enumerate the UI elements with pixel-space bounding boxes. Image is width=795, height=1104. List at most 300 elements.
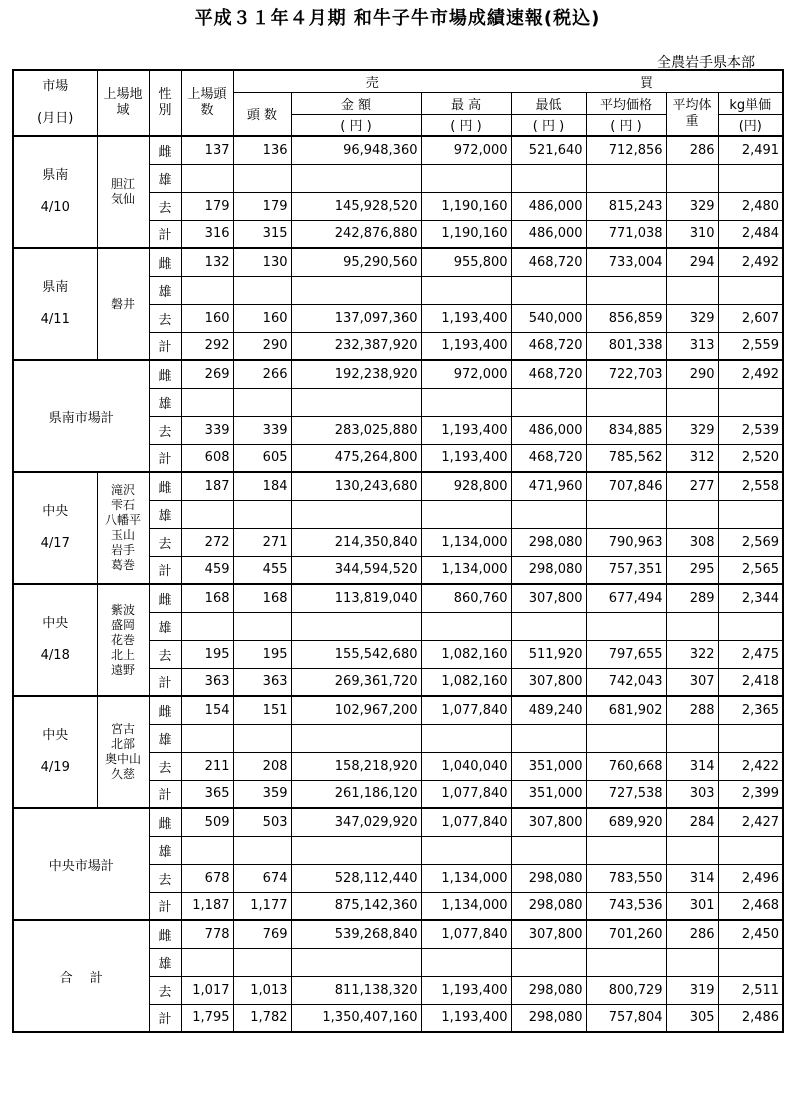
sex-label: 雌	[149, 248, 181, 276]
header-market: 市場 (月日)	[13, 70, 97, 136]
value-cell: 1,193,400	[421, 976, 511, 1004]
value-cell: 298,080	[511, 1004, 586, 1032]
value-cell: 1,190,160	[421, 220, 511, 248]
value-cell	[718, 164, 783, 192]
value-cell	[666, 836, 718, 864]
value-cell: 468,720	[511, 332, 586, 360]
value-cell	[233, 724, 291, 752]
value-cell	[233, 836, 291, 864]
sex-label: 計	[149, 668, 181, 696]
market-name: 中央 4/19	[13, 696, 97, 808]
value-cell: 1,077,840	[421, 920, 511, 948]
value-cell	[666, 500, 718, 528]
value-cell: 290	[233, 332, 291, 360]
value-cell	[291, 276, 421, 304]
value-cell: 310	[666, 220, 718, 248]
value-cell: 1,134,000	[421, 892, 511, 920]
header-min: 最低	[511, 92, 586, 114]
value-cell: 722,703	[586, 360, 666, 388]
value-cell: 1,193,400	[421, 332, 511, 360]
area-names: 磐井	[97, 248, 149, 360]
sex-label: 雄	[149, 724, 181, 752]
value-cell: 307,800	[511, 920, 586, 948]
value-cell: 1,077,840	[421, 808, 511, 836]
value-cell	[291, 164, 421, 192]
value-cell: 2,492	[718, 360, 783, 388]
header-avg-price: 平均価格	[586, 92, 666, 114]
market-results-table	[12, 69, 784, 1033]
sex-label: 計	[149, 332, 181, 360]
value-cell: 95,290,560	[291, 248, 421, 276]
value-cell	[718, 836, 783, 864]
value-cell: 314	[666, 752, 718, 780]
value-cell: 742,043	[586, 668, 666, 696]
value-cell: 860,760	[421, 584, 511, 612]
value-cell: 2,558	[718, 472, 783, 500]
value-cell: 305	[666, 1004, 718, 1032]
value-cell: 797,655	[586, 640, 666, 668]
value-cell: 2,520	[718, 444, 783, 472]
value-cell	[181, 612, 233, 640]
table-row	[13, 920, 783, 948]
value-cell: 283,025,880	[291, 416, 421, 444]
value-cell	[421, 276, 511, 304]
value-cell: 2,486	[718, 1004, 783, 1032]
value-cell: 168	[181, 584, 233, 612]
value-cell: 2,539	[718, 416, 783, 444]
total-name: 中央市場計	[13, 808, 149, 920]
sex-label: 計	[149, 780, 181, 808]
table-row	[13, 584, 783, 612]
value-cell: 743,536	[586, 892, 666, 920]
value-cell	[666, 612, 718, 640]
value-cell: 132	[181, 248, 233, 276]
value-cell: 155,542,680	[291, 640, 421, 668]
value-cell	[586, 612, 666, 640]
value-cell: 2,399	[718, 780, 783, 808]
value-cell: 307	[666, 668, 718, 696]
value-cell: 468,720	[511, 360, 586, 388]
value-cell	[421, 388, 511, 416]
sex-label: 雄	[149, 836, 181, 864]
value-cell: 192,238,920	[291, 360, 421, 388]
value-cell: 2,480	[718, 192, 783, 220]
value-cell: 790,963	[586, 528, 666, 556]
header-unit: (円)	[718, 114, 783, 136]
value-cell: 928,800	[421, 472, 511, 500]
header-amount: 金 額	[291, 92, 421, 114]
value-cell: 1,134,000	[421, 864, 511, 892]
value-cell	[421, 836, 511, 864]
value-cell: 351,000	[511, 752, 586, 780]
value-cell: 137	[181, 136, 233, 164]
table-header	[13, 70, 783, 136]
value-cell	[181, 164, 233, 192]
total-name: 合 計	[13, 920, 149, 1032]
value-cell	[181, 388, 233, 416]
value-cell: 540,000	[511, 304, 586, 332]
area-names: 胆江 気仙	[97, 136, 149, 248]
value-cell: 783,550	[586, 864, 666, 892]
value-cell: 769	[233, 920, 291, 948]
value-cell	[586, 948, 666, 976]
value-cell: 1,077,840	[421, 696, 511, 724]
value-cell: 269	[181, 360, 233, 388]
value-cell: 2,511	[718, 976, 783, 1004]
sex-label: 雄	[149, 276, 181, 304]
value-cell: 468,720	[511, 248, 586, 276]
value-cell	[291, 948, 421, 976]
value-cell: 351,000	[511, 780, 586, 808]
value-cell: 363	[233, 668, 291, 696]
value-cell: 608	[181, 444, 233, 472]
value-cell	[181, 276, 233, 304]
value-cell: 307,800	[511, 668, 586, 696]
value-cell: 154	[181, 696, 233, 724]
value-cell: 266	[233, 360, 291, 388]
value-cell: 681,902	[586, 696, 666, 724]
value-cell	[511, 612, 586, 640]
value-cell: 2,496	[718, 864, 783, 892]
value-cell: 1,350,407,160	[291, 1004, 421, 1032]
table-row	[13, 360, 783, 388]
value-cell: 195	[181, 640, 233, 668]
value-cell: 468,720	[511, 444, 586, 472]
value-cell: 137,097,360	[291, 304, 421, 332]
value-cell: 329	[666, 416, 718, 444]
value-cell	[511, 388, 586, 416]
value-cell: 486,000	[511, 416, 586, 444]
sex-label: 雌	[149, 920, 181, 948]
table-row	[13, 248, 783, 276]
value-cell	[181, 500, 233, 528]
value-cell: 313	[666, 332, 718, 360]
sex-label: 雄	[149, 612, 181, 640]
value-cell: 486,000	[511, 192, 586, 220]
value-cell: 208	[233, 752, 291, 780]
value-cell: 277	[666, 472, 718, 500]
table-body	[13, 136, 783, 1032]
header-unit: ( 円 )	[421, 114, 511, 136]
value-cell: 315	[233, 220, 291, 248]
value-cell: 329	[666, 192, 718, 220]
market-name: 県南 4/10	[13, 136, 97, 248]
value-cell: 295	[666, 556, 718, 584]
value-cell: 303	[666, 780, 718, 808]
value-cell: 271	[233, 528, 291, 556]
sex-label: 雄	[149, 500, 181, 528]
table-row	[13, 472, 783, 500]
sex-label: 雌	[149, 472, 181, 500]
value-cell: 1,193,400	[421, 304, 511, 332]
value-cell: 179	[181, 192, 233, 220]
value-cell	[233, 388, 291, 416]
value-cell: 1,077,840	[421, 780, 511, 808]
value-cell: 160	[233, 304, 291, 332]
header-listed: 上場頭数	[181, 70, 233, 136]
value-cell: 307,800	[511, 808, 586, 836]
sex-label: 計	[149, 220, 181, 248]
value-cell: 955,800	[421, 248, 511, 276]
value-cell: 168	[233, 584, 291, 612]
value-cell: 1,795	[181, 1004, 233, 1032]
value-cell: 301	[666, 892, 718, 920]
value-cell: 339	[181, 416, 233, 444]
value-cell: 1,017	[181, 976, 233, 1004]
value-cell	[421, 948, 511, 976]
value-cell	[421, 500, 511, 528]
value-cell: 811,138,320	[291, 976, 421, 1004]
value-cell: 308	[666, 528, 718, 556]
value-cell	[718, 724, 783, 752]
value-cell: 2,468	[718, 892, 783, 920]
value-cell: 605	[233, 444, 291, 472]
value-cell: 284	[666, 808, 718, 836]
value-cell	[586, 836, 666, 864]
header-area: 上場地域	[97, 70, 149, 136]
value-cell: 232,387,920	[291, 332, 421, 360]
sex-label: 去	[149, 864, 181, 892]
value-cell: 1,193,400	[421, 416, 511, 444]
sex-label: 雄	[149, 164, 181, 192]
value-cell: 727,538	[586, 780, 666, 808]
value-cell	[291, 500, 421, 528]
value-cell: 363	[181, 668, 233, 696]
value-cell: 528,112,440	[291, 864, 421, 892]
value-cell: 521,640	[511, 136, 586, 164]
value-cell: 322	[666, 640, 718, 668]
value-cell	[233, 164, 291, 192]
value-cell: 733,004	[586, 248, 666, 276]
value-cell: 294	[666, 248, 718, 276]
value-cell: 1,134,000	[421, 528, 511, 556]
value-cell	[718, 388, 783, 416]
value-cell: 801,338	[586, 332, 666, 360]
value-cell: 298,080	[511, 528, 586, 556]
sex-label: 計	[149, 444, 181, 472]
value-cell: 2,569	[718, 528, 783, 556]
value-cell	[718, 948, 783, 976]
header-avg-weight: 平均体重	[666, 92, 718, 136]
area-names: 滝沢 雫石 八幡平 玉山 岩手 葛巻	[97, 472, 149, 584]
value-cell	[233, 276, 291, 304]
value-cell: 771,038	[586, 220, 666, 248]
value-cell: 145,928,520	[291, 192, 421, 220]
value-cell	[511, 276, 586, 304]
value-cell	[511, 500, 586, 528]
value-cell: 184	[233, 472, 291, 500]
value-cell: 2,427	[718, 808, 783, 836]
value-cell	[291, 388, 421, 416]
sex-label: 雄	[149, 948, 181, 976]
sex-label: 計	[149, 556, 181, 584]
value-cell	[586, 724, 666, 752]
header-kg-price: kg単価	[718, 92, 783, 114]
value-cell: 339	[233, 416, 291, 444]
value-cell	[586, 500, 666, 528]
value-cell: 972,000	[421, 360, 511, 388]
value-cell: 158,218,920	[291, 752, 421, 780]
value-cell: 509	[181, 808, 233, 836]
header-max: 最 高	[421, 92, 511, 114]
value-cell: 289	[666, 584, 718, 612]
value-cell: 712,856	[586, 136, 666, 164]
value-cell: 1,193,400	[421, 444, 511, 472]
value-cell: 179	[233, 192, 291, 220]
value-cell: 475,264,800	[291, 444, 421, 472]
value-cell: 359	[233, 780, 291, 808]
value-cell	[181, 948, 233, 976]
value-cell: 2,475	[718, 640, 783, 668]
value-cell: 486,000	[511, 220, 586, 248]
value-cell: 195	[233, 640, 291, 668]
value-cell: 785,562	[586, 444, 666, 472]
value-cell: 815,243	[586, 192, 666, 220]
sex-label: 去	[149, 640, 181, 668]
value-cell	[586, 164, 666, 192]
value-cell: 1,177	[233, 892, 291, 920]
total-name: 県南市場計	[13, 360, 149, 472]
header-sales: 売	[233, 70, 511, 92]
value-cell: 2,607	[718, 304, 783, 332]
table-row	[13, 136, 783, 164]
value-cell: 489,240	[511, 696, 586, 724]
sex-label: 計	[149, 892, 181, 920]
value-cell: 290	[666, 360, 718, 388]
value-cell: 455	[233, 556, 291, 584]
value-cell: 459	[181, 556, 233, 584]
value-cell	[421, 724, 511, 752]
value-cell: 307,800	[511, 584, 586, 612]
value-cell: 1,190,160	[421, 192, 511, 220]
value-cell	[666, 388, 718, 416]
value-cell: 272	[181, 528, 233, 556]
sex-label: 雄	[149, 388, 181, 416]
value-cell: 113,819,040	[291, 584, 421, 612]
header-unit: ( 円 )	[291, 114, 421, 136]
table-row	[13, 696, 783, 724]
value-cell	[233, 948, 291, 976]
market-name: 県南 4/11	[13, 248, 97, 360]
value-cell: 292	[181, 332, 233, 360]
value-cell: 875,142,360	[291, 892, 421, 920]
value-cell: 1,013	[233, 976, 291, 1004]
sex-label: 雌	[149, 696, 181, 724]
value-cell: 856,859	[586, 304, 666, 332]
value-cell: 2,365	[718, 696, 783, 724]
value-cell	[718, 500, 783, 528]
value-cell: 96,948,360	[291, 136, 421, 164]
sex-label: 去	[149, 976, 181, 1004]
sex-label: 雌	[149, 360, 181, 388]
organization-name: 全農岩手県本部	[657, 55, 755, 71]
area-names: 宮古 北部 奥中山 久慈	[97, 696, 149, 808]
value-cell	[511, 836, 586, 864]
value-cell: 778	[181, 920, 233, 948]
sex-label: 去	[149, 304, 181, 332]
value-cell: 347,029,920	[291, 808, 421, 836]
sex-label: 去	[149, 416, 181, 444]
sex-label: 雌	[149, 584, 181, 612]
value-cell: 298,080	[511, 976, 586, 1004]
value-cell: 319	[666, 976, 718, 1004]
value-cell: 316	[181, 220, 233, 248]
value-cell: 187	[181, 472, 233, 500]
value-cell: 298,080	[511, 556, 586, 584]
area-names: 紫波 盛岡 花巻 北上 遠野	[97, 584, 149, 696]
value-cell: 2,484	[718, 220, 783, 248]
value-cell: 286	[666, 136, 718, 164]
value-cell: 2,559	[718, 332, 783, 360]
value-cell: 1,187	[181, 892, 233, 920]
value-cell: 136	[233, 136, 291, 164]
value-cell: 329	[666, 304, 718, 332]
value-cell: 1,193,400	[421, 1004, 511, 1032]
value-cell: 678	[181, 864, 233, 892]
value-cell: 1,082,160	[421, 668, 511, 696]
sex-label: 雌	[149, 808, 181, 836]
value-cell: 130,243,680	[291, 472, 421, 500]
value-cell: 834,885	[586, 416, 666, 444]
value-cell: 2,565	[718, 556, 783, 584]
value-cell	[233, 612, 291, 640]
value-cell: 2,450	[718, 920, 783, 948]
value-cell: 160	[181, 304, 233, 332]
value-cell: 1,782	[233, 1004, 291, 1032]
value-cell: 2,344	[718, 584, 783, 612]
value-cell	[666, 164, 718, 192]
value-cell: 286	[666, 920, 718, 948]
value-cell	[666, 276, 718, 304]
value-cell: 760,668	[586, 752, 666, 780]
market-name: 中央 4/17	[13, 472, 97, 584]
value-cell: 701,260	[586, 920, 666, 948]
value-cell: 211	[181, 752, 233, 780]
value-cell	[718, 612, 783, 640]
value-cell: 344,594,520	[291, 556, 421, 584]
value-cell	[718, 276, 783, 304]
value-cell: 757,351	[586, 556, 666, 584]
value-cell	[291, 724, 421, 752]
value-cell: 102,967,200	[291, 696, 421, 724]
value-cell	[421, 612, 511, 640]
value-cell: 242,876,880	[291, 220, 421, 248]
sex-label: 去	[149, 192, 181, 220]
value-cell: 972,000	[421, 136, 511, 164]
value-cell: 288	[666, 696, 718, 724]
value-cell	[511, 164, 586, 192]
value-cell: 511,920	[511, 640, 586, 668]
value-cell: 269,361,720	[291, 668, 421, 696]
value-cell	[181, 836, 233, 864]
value-cell: 689,920	[586, 808, 666, 836]
value-cell	[586, 388, 666, 416]
sex-label: 去	[149, 528, 181, 556]
header-buy: 買	[511, 70, 783, 92]
value-cell	[586, 276, 666, 304]
value-cell: 151	[233, 696, 291, 724]
header-unit: ( 円 )	[586, 114, 666, 136]
value-cell: 707,846	[586, 472, 666, 500]
value-cell: 214,350,840	[291, 528, 421, 556]
value-cell	[233, 500, 291, 528]
value-cell: 2,492	[718, 248, 783, 276]
sex-label: 計	[149, 1004, 181, 1032]
value-cell: 298,080	[511, 864, 586, 892]
header-head-count: 頭 数	[233, 92, 291, 136]
value-cell: 1,134,000	[421, 556, 511, 584]
value-cell: 314	[666, 864, 718, 892]
